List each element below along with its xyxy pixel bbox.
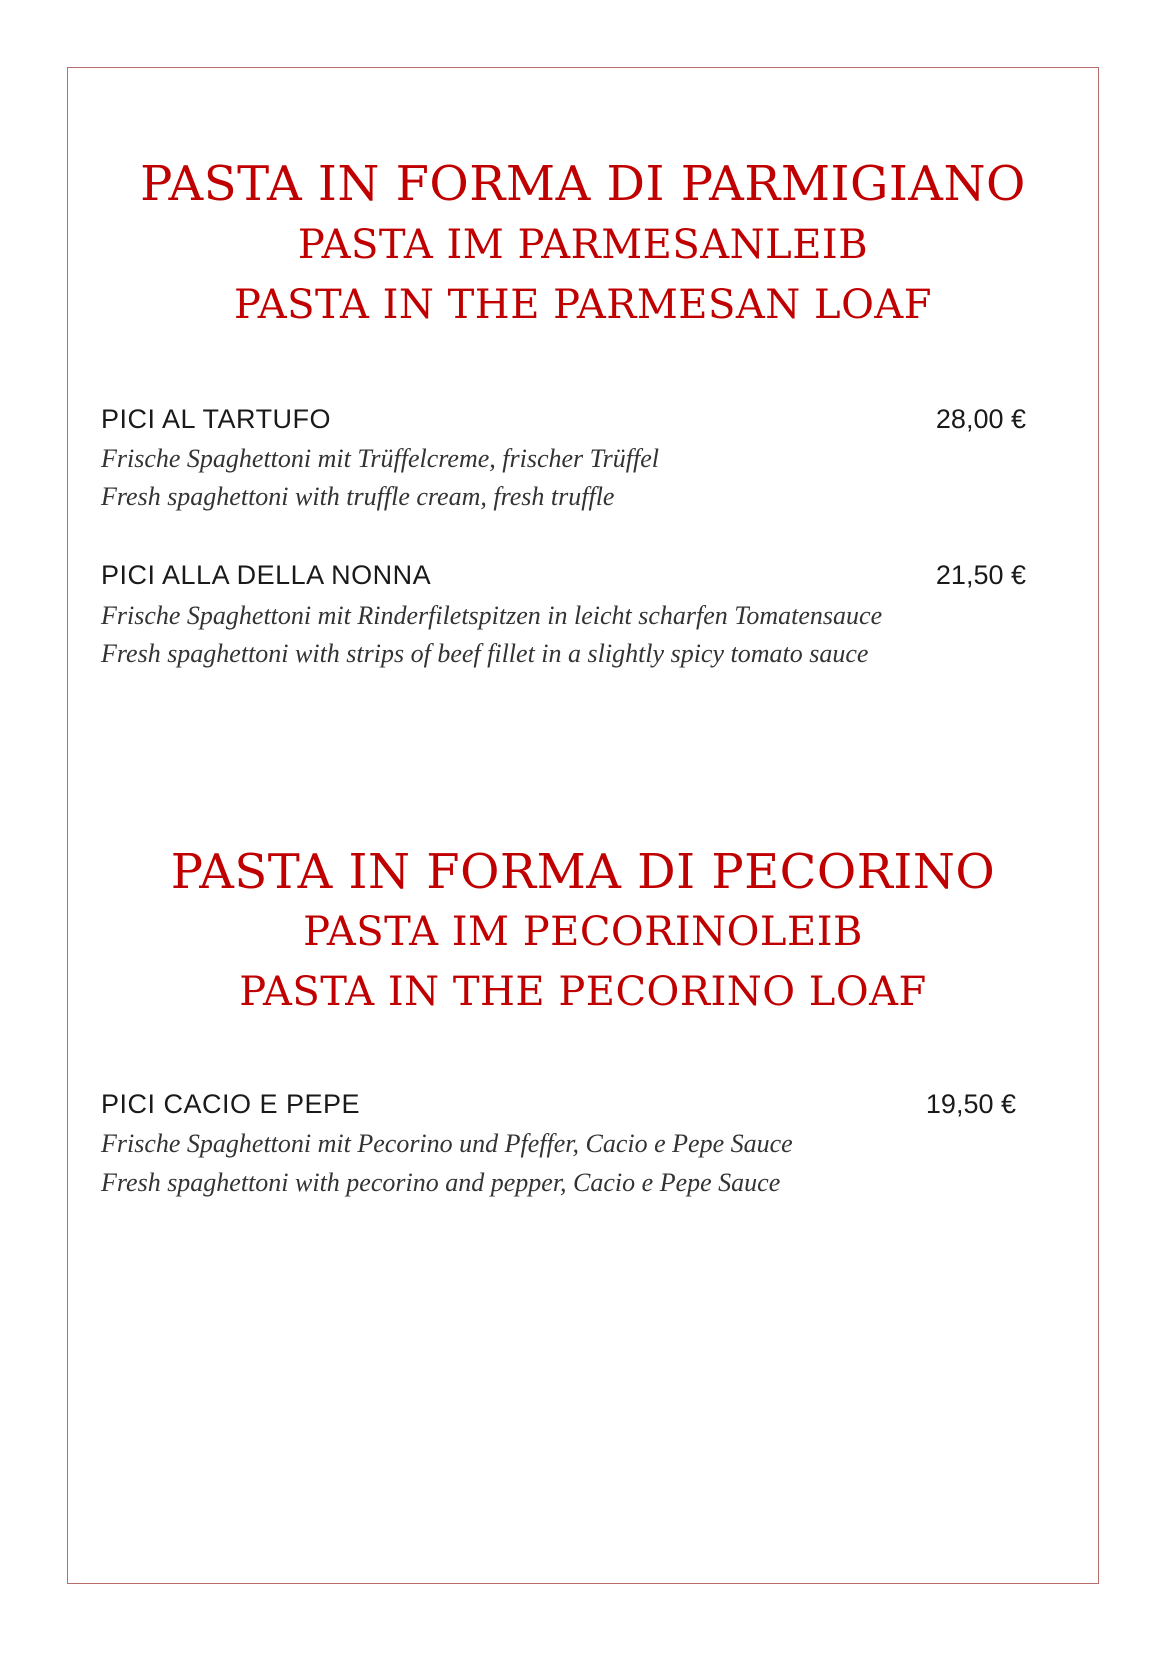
dish-name-pici-cacio-e-pepe: PICI CACIO E PEPE [101, 1089, 361, 1119]
section-pecorino-title-en: PASTA IN THE PECORINO LOAF [239, 969, 927, 1015]
dish-name-pici-alla-della-nonna: PICI ALLA DELLA NONNA [101, 560, 432, 590]
dish-desc-de-pici-cacio-e-pepe: Frische Spaghettoni mit Pecorino und Pfeffer, Cacio e Pepe Sauce [101, 1129, 793, 1158]
dish-price-pici-al-tartufo: 28,00 € [935, 404, 1026, 434]
section-parmigiano-title-en: PASTA IN THE PARMESAN LOAF [233, 282, 933, 328]
dish-desc-en-pici-cacio-e-pepe: Fresh spaghettoni with pecorino and pepper, Cacio e Pepe Sauce [101, 1168, 781, 1197]
section-pecorino-title-it: PASTA IN FORMA DI PECORINO [170, 844, 996, 900]
dish-price-pici-alla-della-nonna: 21,50 € [935, 560, 1026, 590]
section-parmigiano-title-de: PASTA IM PARMESANLEIB [297, 222, 869, 268]
dish-desc-en-pici-alla-della-nonna: Fresh spaghettoni with strips of beef fillet in a slightly spicy tomato sauce [101, 639, 869, 668]
dish-name-pici-al-tartufo: PICI AL TARTUFO [101, 404, 332, 434]
dish-desc-de-pici-al-tartufo: Frische Spaghettoni mit Trüffelcreme, frischer Trüffel [101, 444, 659, 473]
dish-price-pici-cacio-e-pepe: 19,50 € [925, 1089, 1016, 1119]
section-pecorino-title-de: PASTA IM PECORINOLEIB [303, 909, 863, 955]
section-parmigiano-title-it: PASTA IN FORMA DI PARMIGIANO [140, 156, 1026, 212]
dish-desc-en-pici-al-tartufo: Fresh spaghettoni with truffle cream, fresh truffle [101, 482, 615, 511]
dish-desc-de-pici-alla-della-nonna: Frische Spaghettoni mit Rinderfiletspitzen in leicht scharfen Tomatensauce [101, 601, 883, 630]
